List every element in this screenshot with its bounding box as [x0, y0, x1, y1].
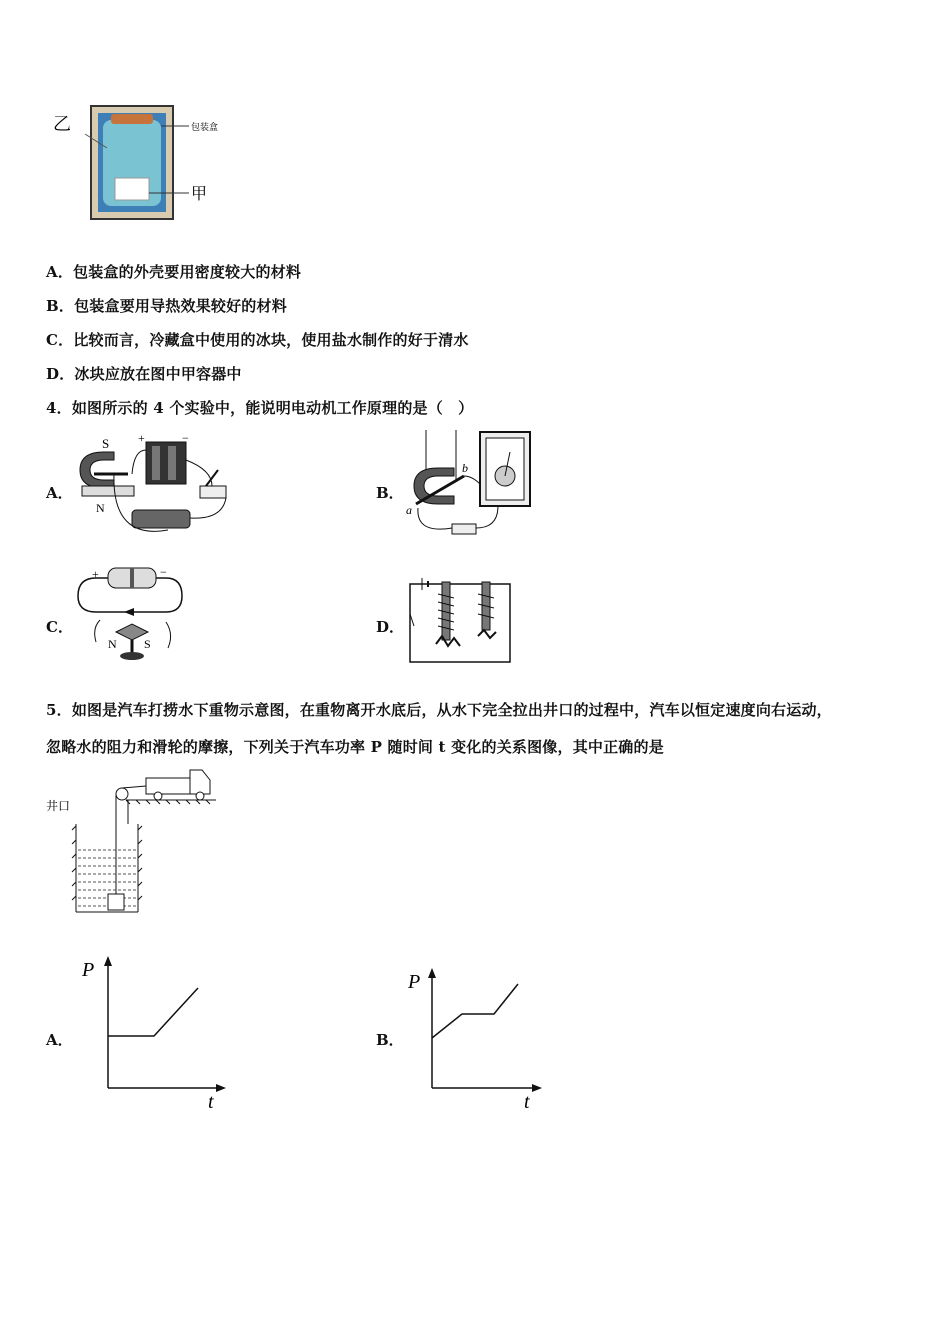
magnet-ammeter-diagram — [402, 428, 542, 542]
q5-well-figure — [42, 764, 222, 920]
label-n: N — [108, 637, 117, 651]
label-jia: 甲 — [191, 186, 208, 203]
option-text: 比较而言，冷藏盒中使用的冰块，使用盐水制作的好于清水 — [73, 331, 469, 349]
y-axis-label: P — [408, 971, 421, 993]
x-axis-arrow — [216, 1084, 226, 1092]
power-curve — [432, 984, 518, 1038]
x-axis-label: t — [208, 1091, 214, 1112]
q5-graph-a — [74, 952, 234, 1112]
y-axis-label: P — [82, 959, 95, 981]
label-box: 包装盒 — [191, 122, 219, 132]
label-minus: − — [160, 565, 167, 579]
q3-option-b — [46, 295, 287, 316]
truck-well-diagram — [42, 764, 222, 920]
power-time-graph-a — [74, 952, 234, 1112]
option-letter: B． — [46, 297, 75, 315]
option-text: 冰块应放在图中甲容器中 — [74, 365, 242, 383]
option-letter: A． — [46, 263, 74, 281]
label-s: S — [102, 436, 110, 451]
q4-option-c-label: C． — [46, 618, 73, 636]
label-plus: + — [92, 567, 99, 581]
option-text: 包装盒的外壳要用密度较大的材料 — [73, 263, 302, 281]
q4-option-a-label: A． — [46, 484, 73, 502]
x-axis-arrow — [532, 1084, 542, 1092]
q4-stem: 4．如图所示的 4 个实验中，能说明电动机工作原理的是（ ） — [46, 399, 474, 417]
y-axis-arrow — [428, 968, 436, 978]
galvanometer-generator-diagram — [72, 430, 242, 542]
q3-option-c — [46, 329, 469, 350]
x-axis-label: t — [524, 1091, 530, 1112]
q4-option-d-label: D． — [376, 618, 405, 636]
option-text: 包装盒要用导热效果较好的材料 — [74, 297, 287, 315]
power-time-graph-b — [400, 962, 560, 1112]
q3-figure — [45, 98, 245, 228]
label-plus: + — [138, 431, 145, 445]
q3-option-d — [46, 363, 242, 384]
option-letter: C． — [46, 331, 74, 349]
y-axis-arrow — [104, 956, 112, 966]
q5-graph-b — [400, 962, 560, 1112]
label-minus: − — [182, 431, 189, 445]
label-n: N — [96, 501, 105, 515]
option-letter: D． — [46, 365, 75, 383]
q3-option-a — [46, 261, 301, 282]
label-b: b — [462, 461, 468, 475]
label-yi: 乙 — [53, 114, 71, 134]
q4-figure-c — [72, 562, 192, 666]
cooler-box-diagram — [45, 98, 245, 228]
q5-option-b-label: B． — [376, 1031, 404, 1049]
q5-stem-line1: 5．如图是汽车打捞水下重物示意图，在重物离开水底后，从水下完全拉出井口的过程中，汽车以恒定速度向右运动， — [46, 701, 832, 719]
well-label: 井口 — [46, 799, 71, 813]
q4-figure-d — [406, 574, 516, 666]
label-a: a — [406, 503, 412, 517]
q4-figure-a — [72, 430, 242, 542]
electromagnet-diagram — [406, 574, 516, 666]
q4-figure-b — [402, 428, 542, 542]
q4-option-b-label: B． — [376, 484, 404, 502]
power-curve — [108, 988, 198, 1036]
oersted-experiment-diagram — [72, 562, 192, 666]
q5-option-a-label: A． — [46, 1031, 73, 1049]
label-s: S — [144, 637, 151, 651]
q5-stem-line2: 忽略水的阻力和滑轮的摩擦，下列关于汽车功率 P 随时间 t 变化的关系图像，其中正确的是 — [46, 738, 664, 756]
